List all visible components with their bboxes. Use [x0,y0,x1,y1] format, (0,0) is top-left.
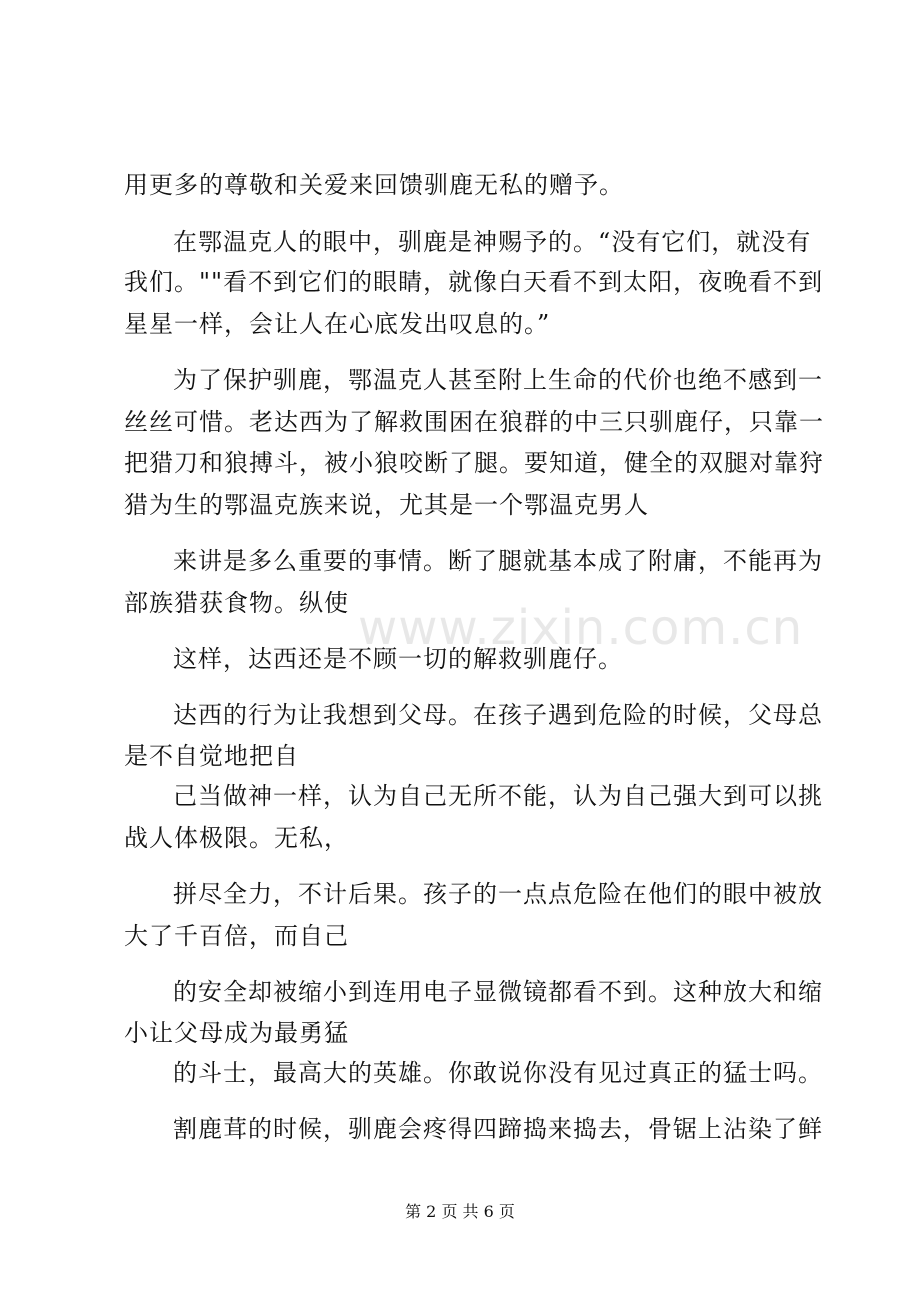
text-line: 部族猎获食物。纵使 [124,589,349,617]
text-line: 在鄂温克人的眼中，驯鹿是神赐予的。“没有它们，就没有 [173,228,812,256]
text-line: 我们。""看不到它们的眼睛，就像白天看不到太阳，夜晚看不到 [124,268,824,296]
text-line: 大了千百倍，而自己 [124,922,349,950]
text-line: 这样，达西还是不顾一切的解救驯鹿仔。 [173,645,623,673]
text-line: 把猎刀和狼搏斗，被小狼咬断了腿。要知道，健全的双腿对靠狩 [124,449,824,477]
text-line: 丝丝可惜。老达西为了解救围困在狼群的中三只驯鹿仔，只靠一 [124,408,824,436]
text-line: 用更多的尊敬和关爱来回馈驯鹿无私的赠予。 [124,171,624,199]
text-line: 猎为生的鄂温克族来说，尤其是一个鄂温克男人 [124,491,649,519]
text-line: 的斗士，最高大的英雄。你敢说你没有见过真正的猛士吗。 [173,1059,823,1087]
text-line: 拼尽全力，不计后果。孩子的一点点危险在他们的眼中被放 [173,880,823,908]
text-line: 来讲是多么重要的事情。断了腿就基本成了附庸，不能再为 [173,547,823,575]
text-line: 达西的行为让我想到父母。在孩子遇到危险的时候，父母总 [173,701,823,729]
text-line: 的安全却被缩小到连用电子显微镜都看不到。这种放大和缩 [173,978,823,1006]
page-footer: 第 2 页 共 6 页 [405,1202,515,1221]
text-line: 星星一样，会让人在心底发出叹息的。” [124,310,551,338]
text-line: 战人体极限。无私， [124,824,349,852]
text-line: 为了保护驯鹿，鄂温克人甚至附上生命的代价也绝不感到一 [173,366,823,394]
text-line: 割鹿茸的时候，驯鹿会疼得四蹄捣来捣去，骨锯上沾染了鲜 [173,1115,823,1143]
text-line: 小让父母成为最勇猛 [124,1019,349,1047]
watermark: www.zixin.com.cn [358,600,804,656]
text-line: 己当做神一样，认为自己无所不能，认为自己强大到可以挑 [173,782,823,810]
text-line: 是不自觉地把自 [124,742,299,770]
